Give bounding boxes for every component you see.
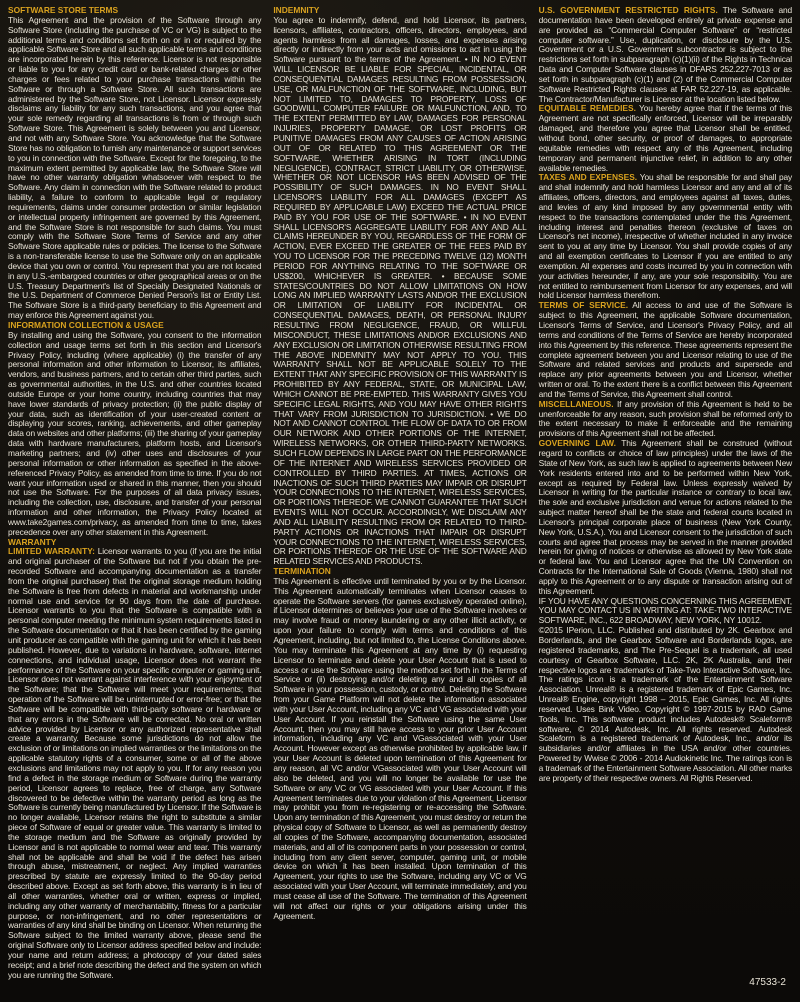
column-middle	[273, 6, 526, 964]
subheading-limited-warranty: LIMITED WARRANTY:	[8, 546, 95, 557]
heading-indemnity: INDEMNITY	[273, 5, 320, 15]
section-warranty	[8, 538, 261, 981]
body-us-government: The Software and documentation have been developed entirely at private expense and are provided as “Commercial Computer Software” or “restricted computer software.” Use, duplication, or disclosure by the U.S. Government or a U.S. Government subcontractor is subject to the restrictions set forth in subparagraph (c)(1)(ii) of the Rights in Technical Data and Computer Software clauses in DFARS 252.227-7013 or as set forth in subparagraph (c)(1) and (2) of the Commercial Computer Software Restricted Rights clauses at FAR 52.227-19, as applicable. The Contractor/Manufacturer is Licensor at the location listed below.	[538, 5, 792, 104]
heading-terms-of-service: TERMS OF SERVICE.	[538, 300, 629, 311]
contact-notice: IF YOU HAVE ANY QUESTIONS CONCERNING THIS AGREEMENT, YOU MAY CONTACT US IN WRITING AT: TAKE-TWO INTERACTIVE SOFTWARE, INC., 622 BROADWAY, NEW YORK, NY 10012.	[538, 595, 792, 626]
section-us-government	[539, 6, 792, 104]
body-indemnity: You agree to indemnify, defend, and hold Licensor, its partners, licensors, affiliates, contractors, officers, directors, employees, and agents harmless from all damages, losses, and expenses arising directly or indirectly from your acts and omissions to act in using the Software pursuant to the terms of the Agreement. • IN NO EVENT WILL LICENSOR BE LIABLE FOR SPECIAL, INCIDENTAL, OR CONSEQUENTIAL DAMAGES RESULTING FROM POSSESSION, USE, OR MALFUNCTION OF THE SOFTWARE, INCLUDING, BUT NOT LIMITED TO, DAMAGES TO PROPERTY, LOSS OF GOODWILL, COMPUTER FAILURE OR MALFUNCTION, AND, TO THE EXTENT PERMITTED BY LAW, DAMAGES FOR PERSONAL INJURIES, PROPERTY DAMAGE, OR LOST PROFITS OR PUNITIVE DAMAGES FROM ANY CAUSES OF ACTION ARISING OUT OF OR RELATED TO THIS AGREEMENT OR THE SOFTWARE, WHETHER ARISING IN TORT (INCLUDING NEGLIGENCE), CONTRACT, STRICT LIABILITY, OR OTHERWISE, WHETHER OR NOT LICENSOR HAS BEEN ADVISED OF THE POSSIBILITY OF SUCH DAMAGES. IN NO EVENT SHALL LICENSOR'S LIABILITY FOR ALL DAMAGES (EXCEPT AS REQUIRED BY APPLICABLE LAW) EXCEED THE ACTUAL PRICE PAID BY YOU FOR USE OF THE SOFTWARE. • IN NO EVENT SHALL LICENSOR'S AGGREGATE LIABILITY FOR ANY AND ALL CLAIMS HEREUNDER BY YOU, REGARDLESS OF THE FORM OF ACTION, EVER EXCEED THE GREATER OF THE FEES PAID BY YOU TO LICENSOR FOR THE PRECEDING TWELVE (12) MONTH PERIOD FOR ANYTHING RELATING TO THE SOFTWARE OR US$200, WHICHEVER IS GREATER. • BECAUSE SOME STATES/COUNTRIES DO NOT ALLOW LIMITATIONS ON HOW LONG AN IMPLIED WARRANTY LASTS AND/OR THE EXCLUSION OR LIMITATION OF LIABILITY FOR INCIDENTAL OR CONSEQUENTIAL DAMAGES, DEATH, OR PERSONAL INJURY RESULTING FROM NEGLIGENCE, FRAUD, OR WILLFUL MISCONDUCT, THESE LIMITATIONS AND/OR EXCLUSIONS AND ANY EXCLUSION OR LIMITATION OTHERWISE RESULTING FROM THE ABOVE INDEMNITY MAY NOT APPLY TO YOU. THIS WARRANTY SHALL NOT BE APPLICABLE SOLELY TO THE EXTENT THAT ANY SPECIFIC PROVISION OF THIS WARRANTY IS PROHIBITED BY ANY FEDERAL, STATE, OR MUNICIPAL LAW, WHICH CANNOT BE PRE-EMPTED. THIS WARRANTY GIVES YOU SPECIFIC LEGAL RIGHTS, AND YOU MAY HAVE OTHER RIGHTS THAT VARY FROM JURISDICTION TO JURISDICTION. • WE DO NOT AND CANNOT CONTROL THE FLOW OF DATA TO OR FROM OUR NETWORK AND OTHER PORTIONS OF THE INTERNET, WIRELESS NETWORKS, OR OTHER THIRD-PARTY NETWORKS. SUCH FLOW DEPENDS IN LARGE PART ON THE PERFORMANCE OF THE INTERNET AND WIRELESS SERVICES PROVIDED OR CONTROLLED BY THIRD PARTIES. AT TIMES, ACTIONS OR INACTIONS OF SUCH THIRD PARTIES MAY IMPAIR OR DISRUPT YOUR CONNECTIONS TO THE INTERNET, WIRELESS SERVICES, OR PORTIONS THEREOF. WE CANNOT GUARANTEE THAT SUCH EVENTS WILL NOT OCCUR. ACCORDINGLY, WE DISCLAIM ANY AND ALL LIABILITY RESULTING FROM OR RELATED TO THIRD-PARTY ACTIONS OR INACTIONS THAT IMPAIR OR DISRUPT YOUR CONNECTIONS TO THE INTERNET, WIRELESS SERVICES, OR PORTIONS THEREOF OR THE USE OF THE SOFTWARE AND RELATED SERVICES AND PRODUCTS.	[273, 14, 527, 567]
copyright-notice: ©2015 IPerion, LLC. Published and distributed by 2K. Gearbox and Borderlands, and the Gearbox Software and Borderlands logos, are registered trademarks, and The Pre-Sequel is a trademark, all used courtesy of Gearbox Software, LLC. 2K, 2K Australia, and their respective logos are trademarks of Take-Two Interactive Software, Inc. The ratings icon is a trademark of the Entertainment Software Association. Unreal® is a registered trademark of Epic Games, Inc. Unreal® Engine, copyright 1998 – 2015, Epic Games, Inc. All rights reserved. Uses Bink Video. Copyright © 1997-2015 by RAD Game Tools, Inc. This software product includes Autodesk® Scaleform® software, © 2014 Autodesk, Inc. All rights reserved. Autodesk Scaleform is a registered trademark of Autodesk, Inc., and/or its subsidiaries and/or affiliates in the USA and/or other countries. Powered by Wwise © 2006 - 2014 Audiokinetic Inc. The ratings icon is a trademark of the Entertainment Software Association. All other marks are property of their respective owners. All Rights Reserved.	[538, 625, 792, 783]
body-taxes-expenses: You shall be responsible for and shall pay and shall indemnify and hold harmless Licensor and any and all of its affiliates, officers, directors, and employees against all taxes, duties, and levies of any kind imposed by any governmental entity with respect to the transactions contemplated under the this Agreement, including interest and penalties thereon (exclusive of taxes on Licensor's net income), irrespective of whether included in any invoice sent to you at any time by Licensor. You shall provide copies of any and all exemption certificates to Licensor if you are entitled to any exemption. All expenses and costs incurred by you in connection with your activities hereunder, if any, are your sole responsibility. You are not entitled to reimbursement from Licensor for any expenses, and will hold Licensor harmless therefrom.	[538, 172, 792, 301]
body-miscellaneous: If any provision of this Agreement is held to be unenforceable for any reason, such provision shall be reformed only to the extent necessary to make it enforceable and the remaining provisions of this Agreement shall not be affected.	[538, 398, 792, 439]
body-warranty: Licensor warrants to you (if you are the initial and original purchaser of the Software but not if you obtain the pre-recorded Software and accompanying documentation as a transfer from the original purchaser) that the original storage medium holding the Software is free from defects in material and workmanship under normal use and service for 90 days from the date of purchase. Licensor warrants to you that the Software is compatible with a personal computer meeting the minimum system requirements listed in the Software documentation or that it has been certified by the gaming unit producer as compatible with the gaming unit for which it has been published. However, due to variations in hardware, software, internet connections, and individual usage, Licensor does not warrant the performance of the Software on your specific computer or gaming unit. Licensor does not warrant against interference with your enjoyment of the Software; that the Software will meet your requirements; that operation of the Software will be uninterrupted or error-free; or that the Software will be compatible with third-party software or hardware or that any errors in the Software will be corrected. No oral or written advice provided by Licensor or any authorized representative shall create a warranty. Because some jurisdictions do not allow the exclusion of or limitations on implied warranties or the limitations on the applicable statutory rights of a consumer, some or all of the above exclusions and limitations may not apply to you. If for any reason you find a defect in the storage medium or Software during the warranty period, Licensor agrees to replace, free of charge, any Software discovered to be defective within the warranty period as long as the Software is currently being manufactured by Licensor. If the Software is no longer available, Licensor retains the right to substitute a similar piece of Software of equal or greater value. This warranty is limited to the storage medium and the Software as originally provided by Licensor and is not applicable to normal wear and tear. This warranty shall not be applicable and shall be void if the defect has arisen through abuse, mistreatment, or neglect. Any implied warranties prescribed by statute are expressly limited to the 90-day period described above. Except as set forth above, this warranty is in lieu of all other warranties, whether oral or written, express or implied, including any other warranty of merchantability, fitness for a particular purpose, or non-infringement, and no other representations or warranties of any kind shall be binding on Licensor. When returning the Software subject to the limited warranty above, please send the original Software only to Licensor address specified below and include: your name and return address; a photocopy of your dated sales receipt; and a brief note describing the defect and the system on which you are running the Software.	[8, 546, 262, 980]
column-right	[539, 6, 792, 964]
body-termination: This Agreement is effective until terminated by you or by the Licensor. This Agreement automatically terminates when Licensor ceases to operate the Software servers (for games exclusively operated online), if Licensor determines or believes your use of the Software involves or may involve fraud or money laundering or any other illicit activity, or upon your failure to comply with terms and conditions of this Agreement, including, but not limited to, the License Conditions above. You may terminate this Agreement at any time by (i) requesting Licensor to terminate and delete your User Account that is used to access or use the Software using the method set forth in the Terms of Service or (ii) destroying and/or deleting any and all copies of all Software in your possession, custody, or control. Deleting the Software from your Game Platform will not delete the information associated with your User Account, including any VC and VG associated with your User Account. If you reinstall the Software using the same User Account, then you may still have access to your prior User Account information, including any VC and VGassociated with your User Account. However except as otherwise prohibited by applicable law, if your User Account is deleted upon termination of this Agreement for any reason, all VC and/or VGassociated with your User Account will also be deleted, and you will no longer be available for use the Software or any VC or VG associated with your User Account. If this Agreement terminates due to your violation of this Agreement, Licensor may prohibit you from re-registering or re-accessing the Software. Upon any termination of this Agreement, you must destroy or return the physical copy of Software to Licensor, as well as permanently destroy all copies of the Software, accompanying documentation, associated materials, and all of its component parts in your possession or control, including from any client server, computer, gaming unit, or mobile device on which it has been installed. Upon termination of this Agreement, your rights to use the Software, including any VC or VG associated with your User Account, will terminate immediately, and you must cease all use of the Software. The termination of this Agreement will not affect our rights or your obligations arising under this Agreement.	[273, 575, 527, 921]
product-code: 47533-2	[749, 977, 786, 988]
section-miscellaneous	[539, 400, 792, 439]
body-governing-law: This Agreement shall be construed (without regard to conflicts or choice of law principles) under the laws of the State of New York, as such law is applied to agreements between New York residents entered into and to be performed within New York, except as required by Federal law. Unless expressly waived by Licensor in writing for the particular instance or contrary to local law, the sole and exclusive jurisdiction and venue for actions related to the subject matter hereof shall be the state and federal courts located in Licensor's principal corporate place of business (New York County, New York, U.S.A.). You and Licensor consent to the jurisdiction of such courts and agree that process may be served in the manner provided herein for giving of notices or otherwise as allowed by New York state or federal law. You and Licensor agree that the UN Convention on Contracts for the International Sale of Goods (Vienna, 1980) shall not apply to this Agreement or to any dispute or transaction arising out of this Agreement.	[538, 438, 792, 596]
section-taxes-expenses	[539, 173, 792, 301]
section-termination	[273, 567, 526, 921]
section-terms-of-service	[539, 301, 792, 399]
heading-software-store-terms: SOFTWARE STORE TERMS	[8, 5, 119, 15]
section-software-store-terms	[8, 6, 261, 321]
heading-governing-law: GOVERNING LAW.	[538, 438, 616, 449]
body-software-store-terms: This Agreement and the provision of the Software through any Software Store (including the purchase of VC or VG) is subject to the additional terms and conditions set forth on or in or required by the applicable Software Store and all such applicable terms and conditions are incorporated herein by this reference. Licensor is not responsible or liable to you for any credit card or bank-related charges or other charges or fees related to your purchase transactions within the Software or through a Software Store. All such transactions are administered by the Software Store, not Licensor. Licensor expressly disclaims any liability for any such transactions, and you agree that your sole remedy regarding all transactions is from or through such Software Store. This Agreement is solely between you and Licensor, and not with any Software Store. You acknowledge that the Software Store has no obligation to furnish any maintenance or support services to you in connection with the Software. Except for the foregoing, to the maximum extent permitted by applicable law, the Software Store will have no other warranty obligation whatsoever with respect to the Software. Any claim in connection with the Software related to product liability, a failure to conform to applicable legal or regulatory requirements, claims under consumer protection or similar legislation or intellectual property infringement are governed by this Agreement, and the Software Store is not responsible for such claims. You must comply with the Software Store Terms of Service and any other Software Store applicable rules or policies. The license to the Software is a non-transferable license to use the Software only on an applicable device that you own or control. You represent that you are not located in any U.S.-embargoed countries or other geographical areas or on the U.S. Treasury Department's list of Specially Designated Nationals or the U.S. Department of Commerce Denied Person's list or Entity List. The Software Store is a third-party beneficiary to this Agreement and may enforce this Agreement against you.	[8, 14, 262, 321]
heading-equitable-remedies: EQUITABLE REMEDIES.	[538, 103, 636, 114]
heading-miscellaneous: MISCELLANEOUS.	[538, 398, 614, 409]
heading-taxes-expenses: TAXES AND EXPENSES.	[538, 172, 638, 183]
body-information-collection: By installing and using the Software, you consent to the information collection and usage terms set forth in this section and Licensor's Privacy Policy, including (where applicable) (i) the transfer of any personal information and other information to Licensor, its affiliates, vendors, and business partners, and to certain other third parties, such as governmental authorities, in the U.S. and other countries located outside Europe or your home country, including countries that may have lower standards of privacy protection; (ii) the public display of your data, such as identification of your user-created content or displaying your scores, ranking, achievements, and other gameplay data on websites and other platforms; (iii) the sharing of your gameplay data with hardware manufacturers, platform hosts, and Licensor's marketing partners; and (iv) other uses and disclosures of your personal information or other information as specified in the above-referenced Privacy Policy, as amended from time to time. If you do not want your information used or shared in this manner, then you should not use the Software. For the purposes of all data privacy issues, including the collection, use, disclosure, and transfer of your personal information and other information, the Privacy Policy located at www.take2games.com/privacy, as amended from time to time, takes precedence over any other statement in this Agreement.	[8, 329, 262, 537]
section-information-collection	[8, 321, 261, 538]
heading-warranty: WARRANTY	[8, 536, 57, 547]
heading-termination: TERMINATION	[273, 566, 331, 577]
section-equitable-remedies	[539, 104, 792, 173]
heading-us-government: U.S. GOVERNMENT RESTRICTED RIGHTS.	[538, 5, 718, 15]
section-indemnity	[273, 6, 526, 567]
column-left	[8, 5, 262, 980]
body-terms-of-service: All access to and use of the Software is subject to this Agreement, the applicable Software documentation, Licensor's Terms of Service, and Licensor's Privacy Policy, and all terms and conditions of the Terms of Service are hereby incorporated into this Agreement by this reference. These agreements represent the complete agreement between you and Licensor relating to use of the Software and related services and products and supersede and replace any prior agreements between you and Licensor, whether written or oral. To the extent there is a conflict between this Agreement and the Terms of Service, this Agreement shall control.	[538, 300, 792, 399]
text-columns	[8, 5, 792, 980]
heading-information-collection: INFORMATION COLLECTION & USAGE	[8, 320, 164, 330]
body-equitable-remedies: You hereby agree that if the terms of this Agreement are not specifically enforced, Licensor will be irreparably damaged, and therefore you agree that Licensor shall be entitled, without bond, other security, or proof of damages, to appropriate equitable remedies with respect any of this Agreement, including temporary and permanent injunctive relief, in addition to any other available remedies.	[538, 103, 792, 173]
section-governing-law	[539, 439, 792, 597]
